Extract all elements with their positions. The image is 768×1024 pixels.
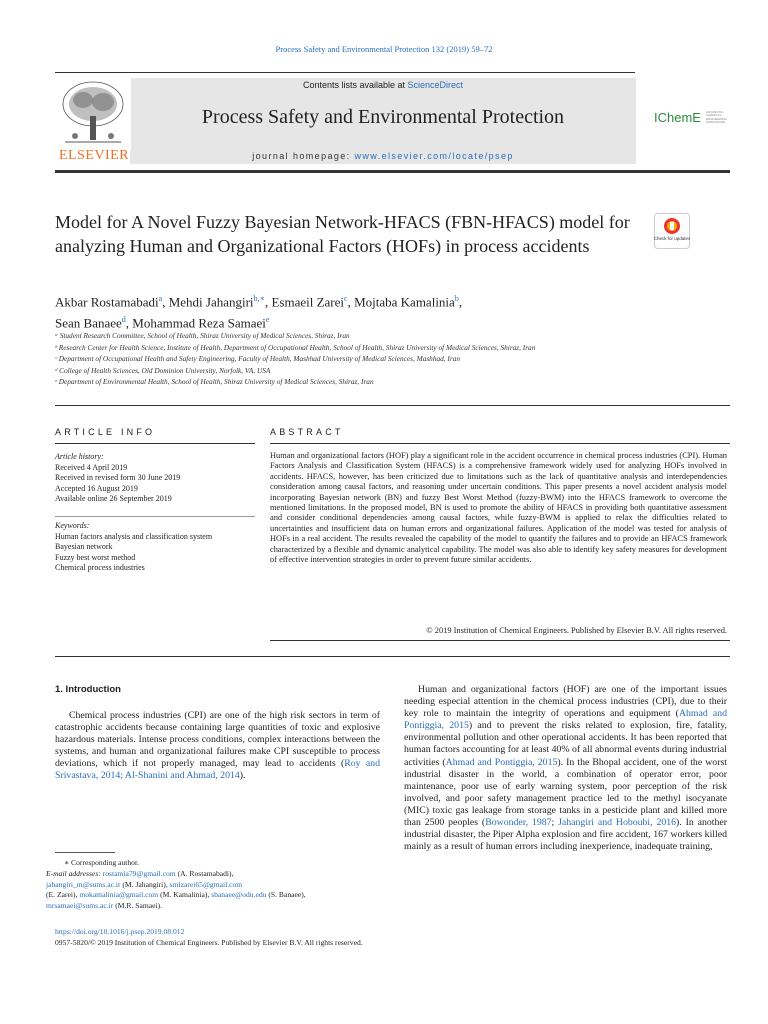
keyword-item: Bayesian network	[55, 542, 113, 551]
history-revised: Received in revised form 30 June 2019	[55, 473, 181, 482]
icheme-logo: IChemE	[654, 110, 701, 125]
author-separator: ,	[125, 315, 133, 331]
introduction-left-paragraph	[55, 710, 380, 783]
email-label: E-mail addresses:	[46, 868, 103, 878]
author-list	[55, 290, 705, 333]
author-name[interactable]: Mehdi Jahangiri	[168, 294, 254, 310]
author-separator: ,	[347, 294, 355, 310]
citation-link[interactable]: Jahangiri and Hoboubi, 2016	[558, 817, 677, 829]
footnote-rule	[55, 852, 115, 853]
history-label: Article history:	[55, 452, 104, 461]
abstract-heading: ABSTRACT	[270, 427, 344, 437]
abstract-copyright: © 2019 Institution of Chemical Engineers. Published by Elsevier B.V. All rights reserved.	[426, 626, 727, 635]
email-addresses	[46, 869, 385, 912]
email-owner: (M. Jahangiri),	[120, 879, 170, 889]
keywords	[55, 521, 255, 574]
elsevier-tree-logo	[55, 78, 131, 150]
check-for-updates-label: Check for updates	[653, 236, 691, 241]
homepage-link[interactable]: www.elsevier.com/locate/psep	[354, 151, 514, 161]
affiliation-c: ᶜ Department of Occupational Health and Safety Engineering, Faculty of Health, Mashhad University of Medical Sciences, Mashhad, Iran	[55, 354, 460, 363]
article-title: Model for A Novel Fuzzy Bayesian Network-HFACS (FBN-HFACS) model for analyzing Human and Organizational Factors (HOFs) in process accidents	[55, 212, 630, 256]
author-affiliation-marker[interactable]: b	[454, 294, 459, 303]
history-received: Received 4 April 2019	[55, 462, 128, 472]
corresponding-author-note: ∗ Corresponding author.	[64, 858, 139, 867]
email-link[interactable]: jahangiri_m@sums.ac.ir	[46, 879, 121, 889]
affiliation-b: ᵇ Research Center for Health Science, Institute of Health, Department of Occupational Health, School of Health, Shiraz University of Medical Sciences, Shiraz, Iran	[55, 342, 536, 352]
homepage-prefix: journal homepage:	[252, 151, 355, 161]
keyword-item: Human factors analysis and classification system	[55, 531, 213, 541]
sciencedirect-link[interactable]: ScienceDirect	[407, 80, 464, 90]
journal-title: Process Safety and Environmental Protection	[201, 106, 565, 128]
author-affiliation-marker[interactable]: d	[121, 315, 126, 325]
email-owner: (E. Zarei),	[46, 890, 80, 900]
author-separator: ,	[162, 294, 169, 310]
abstract-bottom-rule	[270, 640, 730, 641]
history-accepted: Accepted 16 August 2019	[55, 483, 138, 493]
article-info-heading: ARTICLE INFO	[55, 427, 156, 437]
abstract-rule	[270, 443, 730, 444]
abstract-text: Human and organizational factors (HOF) play a significant role in the accident occurrence in chemical process industries (CPI). Human Factors Analysis and Classification System (HFACS) is a comprehensive framework widely used for analyzing HOFs involved in accidents. HFACS, however, has been criticized due to limitations such as the lack of quantitative analysis and interdependencies consideration among causal factors, and reasoning under uncertain conditions. This paper presents a novel accident analysis model incorporating Bayesian network (BN) and fuzzy Best Worst Method (fuzzy-BWM) into the HFACS framework to overcome the mentioned limitations. In the proposed model, BN is used to promote the ability of HFACS in providing both quantitative assessment and consider conditional dependencies among causal factors, while fuzzy-BWM is applied to relax the difficulties related to uncertainties and insufficient data on human errors and organizational failures. Application of the model was tested for analysis of HOFs in a real accident. The results revealed the capability of the model to quantify the failures and to provide an HFACS framework characterized by a flexible and dynamic analytical capability. The model was also able to identify key safety measures for development of effective intervention strategies in order to prevent future similar accidents.	[270, 451, 727, 565]
author-name[interactable]: Sean Banaee	[55, 315, 122, 331]
email-owner: (A. Rostamabadi),	[175, 868, 234, 878]
email-owner: (M.R. Samaei).	[113, 901, 163, 911]
journal-homepage-line	[130, 151, 636, 161]
email-owner: (S. Banaee),	[266, 890, 306, 900]
email-owner: (M. Kamalinia),	[158, 890, 212, 900]
doi-link[interactable]: https://doi.org/10.1016/j.psep.2019.08.012	[55, 927, 185, 936]
email-link[interactable]: smlzarei65@gmail.com	[169, 879, 243, 889]
author-affiliation-marker[interactable]: a	[158, 294, 163, 303]
paragraph-text: ). In another industrial disaster, the Piper Alpha explosion and fire accident, 167 workers killed mainly as a result of human errors including inexperience, inadequate training,	[404, 817, 727, 853]
paragraph-text: ;	[551, 817, 559, 829]
header-rule	[55, 170, 730, 173]
intro-left-end: ).	[239, 770, 246, 782]
author-separator: ,	[458, 294, 463, 310]
keywords-label: Keywords:	[55, 521, 90, 530]
citation-link[interactable]: Roy and Srivastava, 2014; Al-Shanini and Ahmad, 2014	[55, 758, 380, 782]
elsevier-wordmark: ELSEVIER	[58, 148, 130, 163]
keywords-rule	[55, 516, 255, 517]
icheme-logo-tagline: ADVANCING CHEMICAL ENGINEERING WORLDWIDE	[706, 110, 728, 125]
article-history	[55, 452, 255, 505]
author-affiliation-marker[interactable]: e	[265, 315, 270, 325]
history-online: Available online 26 September 2019	[55, 494, 172, 503]
keyword-item: Fuzzy best worst method	[55, 552, 136, 562]
email-link[interactable]: mokamalinia@gmail.com	[79, 890, 159, 900]
email-link[interactable]: rostamia79@gmail.com	[102, 868, 176, 878]
footnotes	[46, 858, 385, 912]
affiliation-list	[55, 330, 645, 388]
keyword-item: Chemical process industries	[55, 563, 145, 572]
affiliation-a: ᵃ Student Research Committee, School of Health, Shiraz University of Medical Sciences, Shiraz, Iran	[55, 331, 350, 340]
journal-reference[interactable]: Process Safety and Environmental Protection 132 (2019) 59–72	[275, 44, 493, 54]
check-for-updates-icon[interactable]	[654, 213, 690, 249]
issn-copyright-line: 0957-5820/© 2019 Institution of Chemical Engineers. Published by Elsevier B.V. All rights reserved.	[55, 937, 363, 947]
intro-left-text: Chemical process industries (CPI) are one of the high risk sectors in term of catastrophic accidents because containing large quantities of toxic and explosive hazardous materials. Intense process conditions, complex interactions between the systems, and human and organizational failures make CPI susceptible to process deviations, which if not properly managed, may lead to accidents (	[55, 710, 380, 770]
author-name[interactable]: Akbar Rostamabadi	[55, 294, 159, 310]
paragraph-text: ). In the Bhopal accident, one of the worst industrial disaster in the world, a combination of operator error, poor maintenance, poor use of early warning system, poor perception of the risk involved, and poor safety management practice led to the methyl isocyanate (MIC) toxic gas leakage from storage tanks in a pesticide plant and killed more than 2500 peoples (	[404, 756, 727, 829]
author-name[interactable]: Mohammad Reza Samaei	[132, 315, 266, 331]
citation-link[interactable]: Bowonder, 1987	[485, 817, 552, 829]
author-affiliation-marker[interactable]: b,∗	[253, 294, 265, 303]
body-rule	[55, 656, 730, 657]
citation-link[interactable]: Ahmad and Pontiggia, 2015	[404, 708, 727, 732]
citation-link[interactable]: Ahmad and Pontiggia, 2015	[445, 756, 558, 768]
affiliation-e: ᵉ Department of Environmental Health, School of Health, Shiraz University of Medical Sciences, Shiraz, Iran	[55, 377, 374, 386]
email-link[interactable]: sbanaee@odu.edu	[211, 890, 267, 900]
email-link[interactable]: mrsamaei@sums.ac.ir	[46, 901, 114, 911]
introduction-right-paragraph	[404, 684, 727, 853]
doi-block	[55, 927, 363, 948]
affiliation-d: ᵈ College of Health Sciences, Old Dominion University, Norfolk, VA, USA	[55, 365, 271, 375]
introduction-heading: 1. Introduction	[55, 684, 121, 695]
contents-line	[130, 80, 636, 90]
author-separator: ,	[264, 294, 272, 310]
author-name[interactable]: Esmaeil Zarei	[271, 294, 345, 310]
paragraph-text: Human and organizational factors (HOF) are one of the important issues needing especial attention in the chemical process industries (CPI), due to their key role to maintain the integrity of operations and equipment (	[404, 684, 727, 720]
author-name[interactable]: Mojtaba Kamalinia	[354, 294, 455, 310]
paragraph-text: ) and to prevent the risks related to explosion, fire, fatality, environmental pollution and other operational accidents. It has been reported that human factors accounting for at least 40% of all abnormal events during industrial activities (	[404, 720, 727, 768]
contents-prefix: Contents lists available at	[302, 80, 408, 90]
author-affiliation-marker[interactable]: c	[344, 294, 348, 303]
article-info-rule	[55, 443, 255, 444]
top-rule	[55, 72, 635, 73]
info-rule	[55, 405, 730, 406]
